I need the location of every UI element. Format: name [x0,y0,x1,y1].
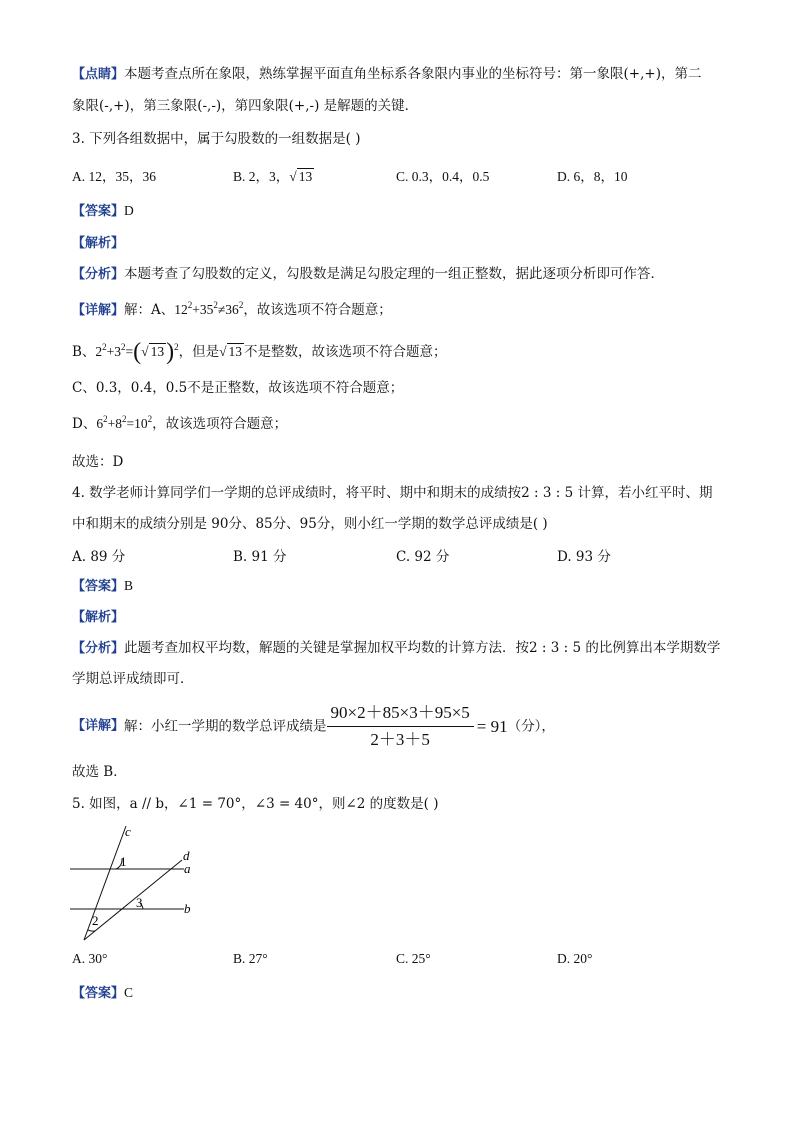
q4-result: = 91 [476,716,508,736]
q4-unit: （分）， [507,718,555,735]
q4-conclusion: 故选 B． [72,764,127,780]
q3-detail-d-suffix: ，故该选项符合题意； [152,416,288,432]
arc-angle-2 [88,930,95,931]
analysis-tag: 【解析】 [72,236,125,251]
q3-detail-a-expr [174,302,243,317]
q5-answer-value: C [124,985,134,1000]
right-paren: ) [166,339,175,365]
q2-note-line2: 象限(-,+)，第三象限(-,-)，第四象限(+,-) 是解题的关键． [72,98,419,114]
q4-stem-line1: 4. 数学老师计算同学们一学期的总评成绩时，将平时、期中和期末的成绩按2 : 3 : 5 计算，若小红平时、期 [72,485,713,501]
q3-detail-d-prefix: D、 [72,416,97,432]
answer-tag: 【答案】 [72,579,125,594]
detail-tag: 【详解】 [72,303,125,318]
q3-answer [72,201,134,222]
label-angle-3: 3 [136,895,143,910]
fraction-numerator: 90×2＋85×3＋95×5 [327,702,474,727]
superscript: 2 [174,342,179,352]
q5-option-a: A. 30° [72,951,108,966]
label-angle-1: 1 [120,854,127,869]
q4-option-b: B. 91 分 [233,549,287,565]
dianjing-tag: 【点睛】 [72,67,125,82]
q5-option-c: C. 25° [396,951,431,966]
q4-fenxi-text1: 此题考查加权平均数，解题的关键是掌握加权平均数的计算方法．按2 : 3 : 5 的比例算出本学期数学 [124,640,721,656]
q2-note-line1 [72,64,701,85]
q3-option-c: C. 0.3，0.4，0.5 [396,169,490,184]
expr-part: 12 [174,302,188,317]
expr-part: ≠36 [217,302,239,317]
q3-analysis-tag [72,233,124,254]
superscript: 2 [238,300,244,310]
weighted-average-fraction [327,702,474,751]
q3-detail-d [72,414,287,434]
q4-answer-value: B [124,578,134,593]
q3-detail-b-mid: ，但是 [178,344,220,360]
q3-detail-b-suffix: 不是整数，故该选项不符合题意； [244,344,447,360]
answer-tag: 【答案】 [72,986,125,1001]
fraction-denominator: 2＋3＋5 [370,730,430,749]
q2-note-text1: 本题考查点所在象限，熟练掌握平面直角坐标系各象限内事业的坐标符号：第一象限(+,+)，第二 [124,66,702,82]
q3-detail-a [72,300,392,321]
q3-option-a: A. 12，35，36 [72,169,156,184]
expr-part: = [125,344,134,359]
label-angle-2: 2 [92,913,99,928]
q5-stem: 5. 如图，a // b，∠1 = 70°，∠3 = 40°，则∠2 的度数是( ) [72,796,439,812]
q3-stem: 3. 下列各组数据中，属于勾股数的一组数据是( ) [72,131,361,147]
q5-option-d: D. 20° [557,951,593,966]
q4-option-c: C. 92 分 [396,549,450,565]
label-c: c [125,824,131,839]
q3-detail-a-suffix: ，故该选项不符合题意； [243,302,392,318]
q5-option-b: B. 27° [233,951,268,966]
label-b: b [184,901,191,916]
superscript: 2 [103,414,108,424]
q3-detail-b [72,339,447,365]
q3-detail-d-expr [96,416,152,431]
q4-option-d: D. 93 分 [557,549,611,565]
q4-answer [72,576,133,597]
expr-part: 6 [96,416,104,431]
q3-detail-b-expr [95,339,179,365]
label-d: d [183,848,190,863]
q4-fenxi-line1 [72,638,720,659]
superscript: 2 [187,300,193,310]
q3-conclusion: 故选：D [72,454,124,470]
sqrt-13: √ 13 [219,344,243,359]
superscript: 2 [213,300,218,310]
expr-part: +3 [106,344,122,359]
q5-answer [72,983,133,1004]
q3-fenxi-text: 本题考查了勾股数的定义，勾股数是满足勾股定理的一组正整数，据此逐项分析即可作答． [124,266,665,282]
sqrt-13: √ 13 [141,344,165,359]
q3-option-b [233,165,314,185]
q4-fenxi-line2: 学期总评成绩即可． [72,671,194,687]
expr-part: =10 [126,416,148,431]
superscript: 2 [121,414,127,424]
q3-option-d: D. 6，8，10 [557,169,628,184]
q3-fenxi [72,264,664,285]
left-paren: ( [133,339,142,365]
q4-detail [72,702,555,751]
label-a: a [184,861,191,876]
q4-option-a: A. 89 分 [72,549,126,565]
expr-part: +35 [192,302,214,317]
q4-detail-prefix: 解：小红一学期的数学总评成绩是 [124,718,327,735]
q3-detail-b-prefix: B、 [72,344,96,360]
expr-part: 2 [95,344,103,359]
fenxi-tag: 【分析】 [72,641,125,656]
q3-detail-a-prefix: 解：A、 [124,302,175,318]
q3-option-b-prefix: B. 2，3， [233,169,290,184]
fenxi-tag: 【分析】 [72,267,125,282]
answer-tag: 【答案】 [72,204,125,219]
detail-tag: 【详解】 [72,718,125,734]
analysis-tag: 【解析】 [72,610,125,625]
q3-answer-value: D [124,203,134,218]
expr-part: +8 [107,416,122,431]
q3-detail-c: C、0.3，0.4，0.5不是正整数，故该选项不符合题意； [72,380,404,396]
superscript: 2 [147,414,153,424]
parallel-lines-figure [66,822,206,947]
sqrt-13: √ 13 [289,169,313,184]
q4-stem-line2: 中和期末的成绩分别是 90分、85分、95分，则小红一学期的数学总评成绩是( ) [72,516,548,532]
superscript: 2 [121,342,126,352]
q4-analysis-tag [72,607,124,628]
superscript: 2 [102,342,107,352]
